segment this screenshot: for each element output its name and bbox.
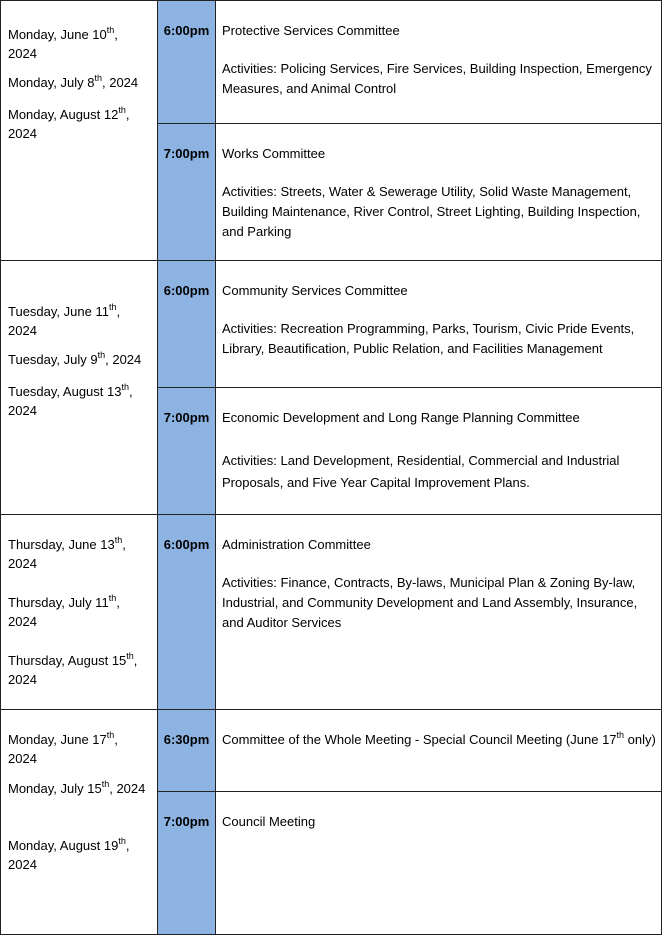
committee-title: Committee of the Whole Meeting - Special Council Meeting (June 17th only) — [222, 729, 656, 747]
committee-title: Works Committee — [222, 146, 326, 161]
meeting-item — [222, 281, 658, 359]
meeting-date: Thursday, June 13th, 2024 — [8, 534, 126, 571]
meeting-date: Monday, July 8th, 2024 — [8, 72, 139, 90]
meeting-time: 7:00pm — [163, 814, 210, 829]
meeting-item — [222, 730, 658, 750]
meeting-date: Thursday, August 15th, 2024 — [8, 650, 138, 687]
meeting-date: Tuesday, August 13th, 2024 — [8, 381, 133, 418]
committee-activities: Activities: Finance, Contracts, By-laws, Municipal Plan & Zoning By-law, Industrial, and Community Development and Land Assembly, Insurance, and Auditor Services — [222, 575, 638, 630]
meeting-date: Thursday, July 11th, 2024 — [8, 592, 120, 629]
date-list — [8, 302, 141, 420]
committee-title: Protective Services Committee — [222, 23, 400, 38]
committee-title: Administration Committee — [222, 537, 371, 552]
meeting-item — [222, 144, 658, 242]
meeting-time: 6:30pm — [163, 732, 210, 747]
meeting-date: Tuesday, July 9th, 2024 — [8, 349, 142, 367]
committee-activities: Activities: Land Development, Residential, Commercial and Industrial Proposals, and Five Year Capital Improvement Plans. — [222, 453, 620, 490]
date-list — [8, 25, 138, 143]
meeting-time: 6:00pm — [163, 283, 210, 298]
meeting-date: Tuesday, June 11th, 2024 — [8, 301, 121, 338]
meeting-time: 7:00pm — [163, 146, 210, 161]
committee-title: Economic Development and Long Range Planning Committee — [222, 410, 580, 425]
committee-title: Community Services Committee — [222, 283, 408, 298]
meeting-time: 6:00pm — [163, 23, 210, 38]
date-list — [8, 730, 145, 874]
meeting-item — [222, 812, 658, 832]
date-list — [8, 535, 137, 689]
meeting-time: 7:00pm — [163, 410, 210, 425]
meeting-item — [222, 21, 658, 99]
meeting-item — [222, 408, 658, 494]
committee-activities: Activities: Recreation Programming, Parks, Tourism, Civic Pride Events, Library, Beautification, Public Relation, and Facilities Management — [222, 321, 635, 356]
meeting-date: Monday, June 10th, 2024 — [8, 24, 118, 61]
meeting-item — [222, 535, 658, 633]
meeting-date: Monday, August 12th, 2024 — [8, 104, 130, 141]
time-column-shading — [158, 0, 215, 935]
meeting-date: Monday, July 15th, 2024 — [8, 778, 146, 796]
committee-title: Council Meeting — [222, 814, 316, 829]
committee-activities: Activities: Policing Services, Fire Services, Building Inspection, Emergency Measures, and Animal Control — [222, 61, 652, 96]
meeting-date: Monday, August 19th, 2024 — [8, 835, 130, 872]
committee-activities: Activities: Streets, Water & Sewerage Utility, Solid Waste Management, Building Maintenance, River Control, Street Lighting, Building Inspection, and Parking — [222, 184, 641, 239]
meeting-time: 6:00pm — [163, 537, 210, 552]
meeting-date: Monday, June 17th, 2024 — [8, 729, 118, 766]
